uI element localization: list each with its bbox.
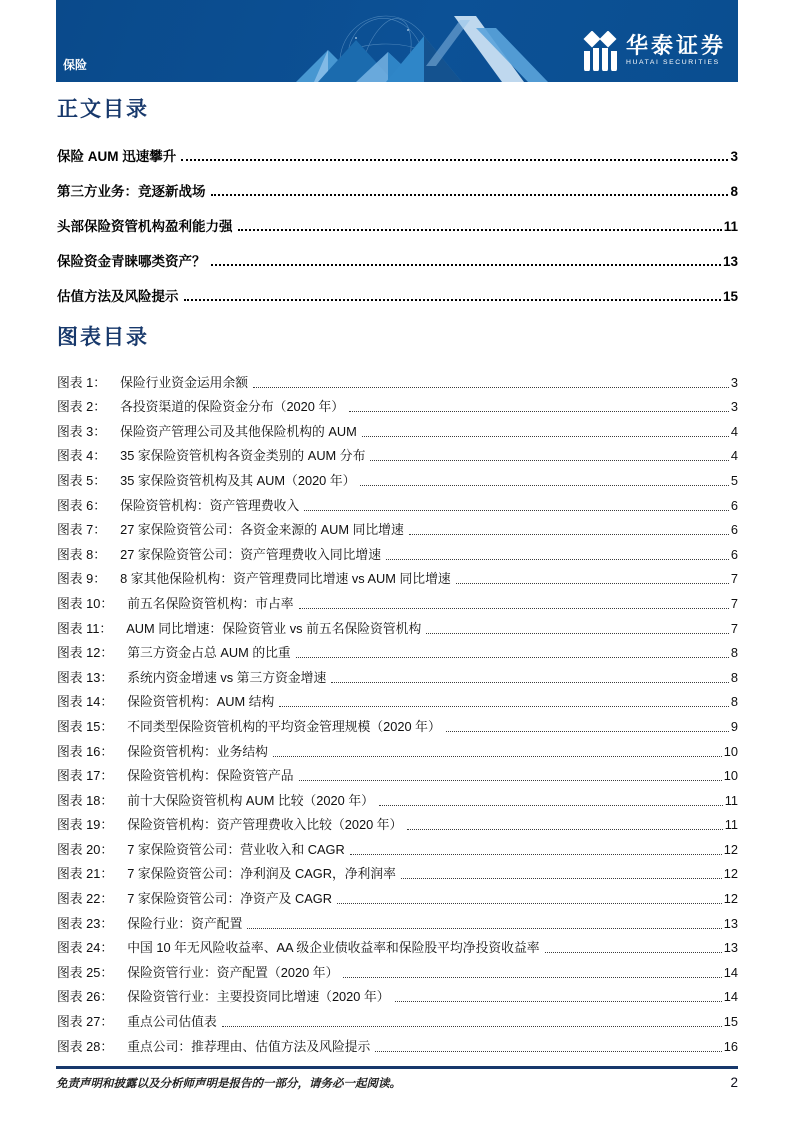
dot-leader [181,159,728,161]
dot-leader [299,780,722,781]
figure-entry[interactable]: 图表 9： 8 家其他保险机构：资产管理费同比增速 vs AUM 同比增速 7 [57,571,738,587]
dot-leader [375,1051,721,1052]
dot-leader [545,952,722,953]
figure-entry[interactable]: 图表 7： 27 家保险资管公司：各资金来源的 AUM 同比增速 6 [57,522,738,538]
figure-entry[interactable]: 图表 28： 重点公司：推荐理由、估值方法及风险提示 16 [57,1038,738,1054]
figure-entry[interactable]: 图表 21： 7 家保险资管公司：净利润及 CAGR，净利润率 12 [57,866,738,882]
dot-leader [379,805,723,806]
dot-leader [446,731,729,732]
figures-title: 图表目录 [57,325,149,350]
figure-entry[interactable]: 图表 18： 前十大保险资管机构 AUM 比较（2020 年） 11 [57,792,738,808]
dot-leader [279,706,729,707]
figure-entry[interactable]: 图表 12： 第三方资金占总 AUM 的比重 8 [57,645,738,661]
figure-entry[interactable]: 图表 4： 35 家保险资管机构各资金类别的 AUM 分布 4 [57,448,738,464]
page-number: 2 [730,1075,738,1090]
figure-entry[interactable]: 图表 10： 前五名保险资管机构：市占率 7 [57,595,738,611]
figure-entry[interactable]: 图表 27： 重点公司估值表 15 [57,1014,738,1030]
huatai-logo-icon [582,31,618,71]
dot-leader [331,682,729,683]
figure-entry[interactable]: 图表 5： 35 家保险资管机构及其 AUM（2020 年） 5 [57,472,738,488]
dot-leader [299,608,729,609]
figure-entry[interactable]: 图表 13： 系统内资金增速 vs 第三方资金增速 8 [57,669,738,685]
figure-entry[interactable]: 图表 8： 27 家保险资管公司：资产管理费收入同比增速 6 [57,546,738,562]
dot-leader [370,460,729,461]
dot-leader [238,229,722,231]
figure-entry[interactable]: 图表 26： 保险资管行业：主要投资同比增速（2020 年） 14 [57,989,738,1005]
dot-leader [407,829,722,830]
figure-entry[interactable]: 图表 17： 保险资管机构：保险资管产品 10 [57,768,738,784]
figure-entry[interactable]: 图表 15： 不同类型保险资管机构的平均资金管理规模（2020 年） 9 [57,718,738,734]
toc-entry[interactable]: 保险 AUM 迅速攀升 3 [57,149,738,165]
figure-entry[interactable]: 图表 19： 保险资管机构：资产管理费收入比较（2020 年） 11 [57,817,738,833]
footer-divider [56,1066,738,1069]
dot-leader [211,194,729,196]
dot-leader [222,1026,722,1027]
dot-leader [337,903,722,904]
dot-leader [296,657,729,658]
mountain-shapes [296,16,548,82]
dot-leader [184,299,721,301]
figure-entry[interactable]: 图表 2： 各投资渠道的保险资金分布（2020 年） 3 [57,399,738,415]
dot-leader [349,411,729,412]
toc-entry[interactable]: 估值方法及风险提示 15 [57,289,738,305]
figure-entry[interactable]: 图表 3： 保险资产管理公司及其他保险机构的 AUM 4 [57,423,738,439]
report-category-label: 保险 [63,58,88,72]
brand-subtitle: HUATAI SECURITIES [625,59,720,67]
dot-leader [362,436,729,437]
header-banner [56,0,738,82]
dot-leader [386,559,729,560]
figure-entry[interactable]: 图表 16： 保险资管机构：业务结构 10 [57,743,738,759]
dot-leader [304,510,729,511]
dot-leader [409,534,729,535]
dot-leader [360,485,728,486]
toc-entry[interactable]: 第三方业务：竞逐新战场 8 [57,184,738,200]
dot-leader [426,633,729,634]
dot-leader [350,854,722,855]
toc-entry[interactable]: 头部保险资管机构盈利能力强 11 [57,219,738,235]
dot-leader [343,977,721,978]
dot-leader [456,583,729,584]
dot-leader [253,387,729,388]
figure-entry[interactable]: 图表 25： 保险资管行业：资产配置（2020 年） 14 [57,964,738,980]
brand-name: 华泰证券 [625,33,726,59]
figure-entry[interactable]: 图表 6： 保险资管机构：资产管理费收入 6 [57,497,738,513]
toc-entry[interactable]: 保险资金青睐哪类资产？ 13 [57,254,738,270]
toc-title: 正文目录 [57,97,149,121]
dot-leader [401,878,722,879]
dot-leader [273,756,722,757]
brand-text [626,35,726,67]
main-toc-list [57,149,738,304]
figure-entry[interactable]: 图表 14： 保险资管机构：AUM 结构 8 [57,694,738,710]
dot-leader [211,264,721,266]
figure-entry[interactable]: 图表 23： 保险行业：资产配置 13 [57,915,738,931]
figure-toc-list [57,375,738,1054]
dot-leader [247,928,721,929]
figure-entry[interactable]: 图表 11： AUM 同比增速：保险资管业 vs 前五名保险资管机构 7 [57,620,738,636]
figure-entry[interactable]: 图表 20： 7 家保险资管公司：营业收入和 CAGR 12 [57,841,738,857]
dot-leader [395,1001,722,1002]
figure-entry[interactable]: 图表 22： 7 家保险资管公司：净资产及 CAGR 12 [57,891,738,907]
brand-logo [582,31,726,71]
figure-entry[interactable]: 图表 24： 中国 10 年无风险收益率、AA 级企业债收益率和保险股平均净投资收益率 13 [57,940,738,956]
page-footer [56,1066,738,1091]
toc-content [57,96,738,1063]
disclaimer-text: 免责声明和披露以及分析师声明是报告的一部分，请务必一起阅读。 [56,1078,401,1090]
figure-entry[interactable]: 图表 1： 保险行业资金运用余额 3 [57,374,738,390]
